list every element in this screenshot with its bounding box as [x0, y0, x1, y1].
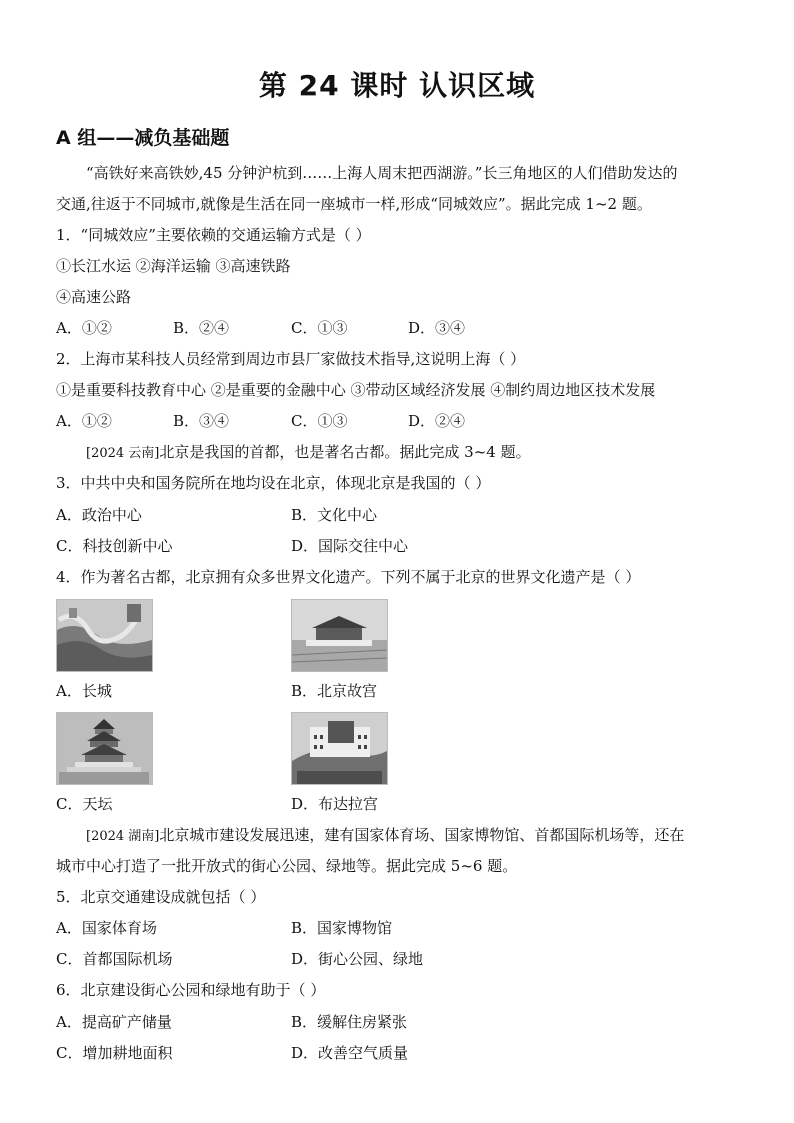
q1-items-line1: ①长江水运 ②海洋运输 ③高速铁路	[56, 257, 291, 275]
q1-items-line2: ④高速公路	[56, 288, 132, 306]
q2-option-b[interactable]: B．③④	[173, 412, 230, 430]
q1-option-b[interactable]: B．②④	[173, 319, 230, 337]
q4-stem: 4．作为著名古都，北京拥有众多世界文化遗产。下列不属于北京的世界文化遗产是（ ）	[56, 568, 641, 586]
q1-stem: 1．“同城效应”主要依赖的交通运输方式是（ ）	[56, 226, 371, 244]
section-heading: A 组——减负基础题	[56, 127, 230, 149]
intro3-line1	[86, 825, 684, 847]
q1-option-a[interactable]: A．①②	[56, 319, 112, 337]
intro1-line1: “高铁好来高铁妙,45 分钟沪杭到……上海人周末把西湖游。”长三角地区的人们借助发达的	[86, 164, 678, 182]
q4-option-c[interactable]: C．天坛	[56, 795, 113, 813]
page-title: 第 24 课时 认识区域	[258, 69, 536, 102]
q6-option-d[interactable]: D．改善空气质量	[291, 1044, 409, 1062]
q6-stem: 6．北京建设街心公园和绿地有助于（ ）	[56, 981, 326, 999]
q2-option-a[interactable]: A．①②	[56, 412, 112, 430]
q5-option-c[interactable]: C．首都国际机场	[56, 950, 173, 968]
q6-option-a[interactable]: A．提高矿产储量	[56, 1013, 172, 1031]
q3-option-c[interactable]: C．科技创新中心	[56, 537, 173, 555]
intro3-text: 北京城市建设发展迅速，建有国家体育场、国家博物馆、首都国际机场等，还在	[159, 826, 685, 844]
potala-palace-photo	[291, 712, 388, 785]
intro2-text: 北京是我国的首都，也是著名古都。据此完成 3~4 题。	[159, 443, 531, 461]
intro1-line2: 交通,往返于不同城市,就像是生活在同一座城市一样,形成“同城效应”。据此完成 1~2 题。	[56, 195, 652, 213]
q4-option-d[interactable]: D．布达拉宫	[291, 795, 379, 813]
q2-stem: 2．上海市某科技人员经常到周边市县厂家做技术指导,这说明上海（ ）	[56, 350, 526, 368]
great-wall-photo	[56, 599, 153, 672]
q5-option-a[interactable]: A．国家体育场	[56, 919, 157, 937]
q1-option-c[interactable]: C．①③	[291, 319, 348, 337]
q3-stem: 3．中共中央和国务院所在地均设在北京，体现北京是我国的（ ）	[56, 474, 491, 492]
q2-option-c[interactable]: C．①③	[291, 412, 348, 430]
intro2	[86, 442, 531, 464]
q5-option-d[interactable]: D．街心公园、绿地	[291, 950, 424, 968]
q4-option-b[interactable]: B．北京故宫	[291, 682, 378, 700]
q3-option-b[interactable]: B．文化中心	[291, 506, 378, 524]
q5-option-b[interactable]: B．国家博物馆	[291, 919, 393, 937]
q6-option-b[interactable]: B．缓解住房紧张	[291, 1013, 408, 1031]
q5-stem: 5．北京交通建设成就包括（ ）	[56, 888, 266, 906]
forbidden-city-photo	[291, 599, 388, 672]
q2-option-d[interactable]: D．②④	[408, 412, 466, 430]
intro3-line2: 城市中心打造了一批开放式的街心公园、绿地等。据此完成 5~6 题。	[56, 857, 518, 875]
q2-items: ①是重要科技教育中心 ②是重要的金融中心 ③带动区域经济发展 ④制约周边地区技术发展	[56, 381, 656, 399]
intro2-source: [2024 云南]	[86, 446, 160, 461]
q1-option-d[interactable]: D．③④	[408, 319, 466, 337]
q4-option-a[interactable]: A．长城	[56, 682, 112, 700]
intro3-source: [2024 湖南]	[86, 829, 160, 844]
q6-option-c[interactable]: C．增加耕地面积	[56, 1044, 173, 1062]
q3-option-a[interactable]: A．政治中心	[56, 506, 142, 524]
temple-of-heaven-photo	[56, 712, 153, 785]
q3-option-d[interactable]: D．国际交往中心	[291, 537, 409, 555]
